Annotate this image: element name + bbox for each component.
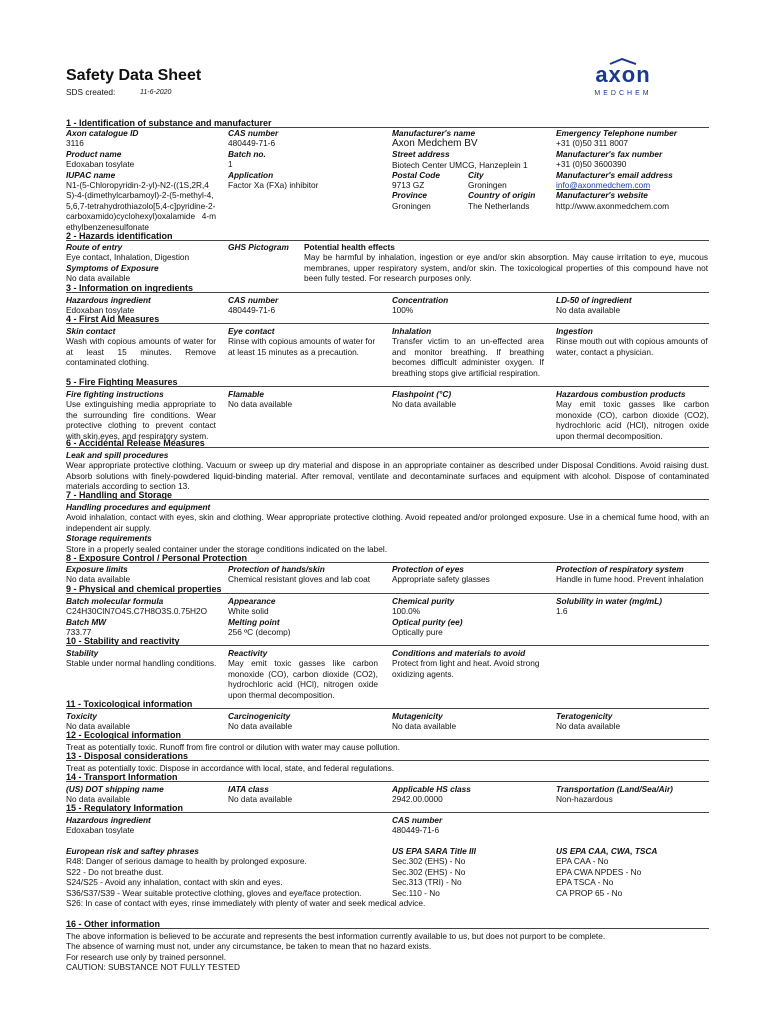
catalogue-id-value: 3116 [66,138,84,149]
s15-cas-value: 480449-71-6 [392,825,440,836]
section-10-title: 10 - Stability and reactivity [66,636,180,646]
concentration-label: Concentration [392,295,449,305]
section-12-title: 12 - Ecological information [66,730,182,740]
website-value[interactable]: http://www.axonmedchem.com [556,200,669,211]
section-4-title: 4 - First Aid Measures [66,314,160,324]
s5-col-3 [392,389,456,410]
eye-protection-label: Protection of eyes [392,564,464,574]
s9-col-4 [556,596,662,617]
other-info-line: The absence of warning must not, under any circumstance, be taken to mean that no hazard exists. [66,941,432,952]
mutagenicity-value: No data available [392,721,457,732]
other-info-line: For research use only by trained personnel. [66,951,227,962]
skin-contact-label: Skin contact [66,326,116,336]
section-5-divider [66,386,709,387]
application-label: Application [228,169,274,180]
postal-code-label: Postal Code [392,170,440,181]
section-15-divider [66,812,709,813]
stability-value: Stable under normal handling conditions. [66,658,217,669]
leak-spill-value: Wear appropriate protective clothing. Vacuum or sweep up dry material and dispose in an appropriate container as described under Disposal Conditions. Avoid raising dust. Absorb solutions with finely-powdered liquid-binding material. After removal, ventilate and decontaminate surfaces and equipment with alcohol. Dispose of contaminated materials according to section 13. [66,460,709,492]
section-2-title: 2 - Hazards identification [66,231,173,241]
emergency-phone-value: +31 (0)50 311 8007 [556,138,629,149]
section-13-title: 13 - Disposal considerations [66,751,189,761]
city-value: Groningen [468,180,507,191]
flamable-value: No data available [228,399,293,410]
melting-point-label: Melting point [228,616,280,627]
s1-col-1 [66,128,216,232]
section-16-divider [66,928,709,929]
s4-col-4 [556,326,709,357]
province-value: Groningen [392,201,431,212]
logo-text: axon [595,62,651,87]
respiratory-protection-value: Handle in fume hood. Prevent inhalation [556,574,704,585]
s8-col-4 [556,564,704,585]
s3-cas-label: CAS number [228,295,279,305]
s8-col-1 [66,564,130,585]
s4-col-2 [228,326,381,357]
s15-ingredient-value: Edoxaban tosylate [66,825,135,836]
ld50-label: LD-50 of ingredient [556,295,632,305]
health-effects-label: Potential health effects [304,242,395,252]
email-link[interactable]: info@axonmedchem.com [556,180,651,191]
flashpoint-value: No data available [392,399,457,410]
s3-col-3 [392,295,448,316]
s6-body [66,450,709,492]
sara-label: US EPA SARA Title III [392,846,476,856]
section-8-title: 8 - Exposure Control / Personal Protection [66,553,248,563]
caa-line: CA PROP 65 - No [556,887,623,898]
storage-label: Storage requirements [66,533,152,544]
s15-cas [392,815,442,836]
symptoms-value: No data available [66,273,131,284]
sara-line: Sec.302 (EHS) - No [392,866,466,877]
country-label: Country of origin [468,190,536,201]
sds-created-label: SDS created: [66,87,116,97]
section-13-divider [66,760,709,761]
section-6-title: 6 - Accidental Release Measures [66,438,205,448]
section-3-divider [66,292,709,293]
transportation-label: Transportation (Land/Sea/Air) [556,784,673,794]
s15-ingredient [66,815,151,836]
inhalation-label: Inhalation [392,326,432,336]
hs-class-label: Applicable HS class [392,784,471,794]
section-16-title: 16 - Other information [66,919,161,929]
toxicity-label: Toxicity [66,711,98,721]
application-value: Factor Xa (FXa) inhibitor [228,180,319,191]
ld50-value: No data available [556,305,621,316]
s10-col-2 [228,648,378,700]
route-of-entry-label: Route of entry [66,242,123,252]
fire-fighting-value: Use extinguishing media appropriate to the surrounding fire conditions. Wear protective clothing to prevent contact with skin,eyes, and respiratory system. [66,399,216,441]
section-1-title: 1 - Identification of substance and manufacturer [66,118,272,128]
postal-code-value: 9713 GZ [392,180,425,191]
hs-class-value: 2942.00.0000 [392,794,443,805]
ingredient-label: Hazardous ingredient [66,295,151,305]
product-name-value: Edoxaban tosylate [66,159,135,170]
s3-col-1 [66,295,151,316]
s1-col-2 [228,128,378,190]
concentration-value: 100% [392,305,414,316]
chemical-purity-label: Chemical purity [392,596,455,606]
iata-class-value: No data available [228,794,293,805]
catalogue-id-label: Axon catalogue ID [66,128,139,138]
optical-purity-value: Optically pure [392,627,443,638]
section-8-divider [66,562,709,563]
section-14-divider [66,781,709,782]
batch-mw-label: Batch MW [66,616,107,627]
molecular-formula-label: Batch molecular formula [66,596,164,606]
street-address-label: Street address [392,149,450,160]
eu-phrases-label: European risk and saftey phrases [66,846,199,856]
ingestion-value: Rinse mouth out with copious amounts of water, contact a physician. [556,336,708,357]
fax-label: Manufacturer's fax number [556,148,663,159]
logo-subtext: MEDCHEM [594,90,652,97]
eye-contact-value: Rinse with copious amounts of water for at least 15 minutes as a precaution. [228,336,376,357]
website-label: Manufacturer's website [556,190,648,201]
exposure-limits-value: No data available [66,574,131,585]
section-7-title: 7 - Handling and Storage [66,490,173,500]
combustion-products-label: Hazardous combustion products [556,389,686,399]
s4-col-3 [392,326,544,378]
batch-no-label: Batch no. [228,148,266,159]
s2-col-1 [66,242,221,284]
section-12-divider [66,739,709,740]
s1-col-3 [392,128,552,212]
country-value: The Netherlands [468,201,530,212]
s15-cas-label: CAS number [392,815,443,825]
iata-class-label: IATA class [228,784,269,794]
street-address-value: Biotech Center UMCG, Hanzeplein 1 [392,159,528,170]
caa-line: EPA CWA NPDES - No [556,866,642,877]
leak-spill-label: Leak and spill procedures [66,450,169,460]
hands-protection-label: Protection of hands/skin [228,564,325,574]
other-info-line: The above information is believed to be accurate and represents the best information currently available to us, but does not purport to be complete. [66,931,606,941]
manufacturer-name-value: Axon Medchem BV [392,138,478,150]
section-9-title: 9 - Physical and chemical properties [66,584,222,594]
chemical-purity-value: 100.0% [392,606,421,617]
conditions-avoid-value: Protect from light and heat. Avoid strong oxidizing agents. [392,658,540,679]
s7-body [66,502,709,554]
carcinogenicity-value: No data available [228,721,293,732]
emergency-phone-label: Emergency Telephone number [556,128,677,138]
carcinogenicity-label: Carcinogenicity [228,711,291,721]
s1-col-4 [556,128,711,211]
melting-point-value: 256 ºC (decomp) [228,627,291,638]
reactivity-value: May emit toxic gasses like carbon monoxide (CO), carbon dioxide (CO2), hydrochloric acid (HCl), nitrogen oxide upon thermal decomposition. [228,658,378,700]
inhalation-value: Transfer victim to an un-effected area and monitor breathing. If breathing becomes difficult administer oxygen. If breathing stops give artificial respiration. [392,336,544,378]
s2-effects [304,242,708,284]
caa-line: EPA CAA - No [556,856,609,867]
appearance-label: Appearance [228,596,276,606]
address-grid [392,170,552,212]
combustion-products-value: May emit toxic gasses like carbon monoxide (CO), carbon dioxide (CO2), hydrochloric acid (HCl), nitrogen oxide upon thermal decomposition. [556,399,709,441]
s5-col-1 [66,389,216,441]
respiratory-protection-label: Protection of respiratory system [556,564,684,574]
appearance-value: White solid [228,606,269,617]
flashpoint-label: Flashpoint (°C) [392,389,452,399]
s14-col-3 [392,784,471,805]
batch-no-value: 1 [228,159,233,170]
s9-col-2 [228,596,291,638]
eu-phrase-line: S24/S25 - Avoid any inhalation, contact with skin and eyes. [66,877,283,888]
s10-col-1 [66,648,221,669]
eu-phrase-line: S22 - Do not breathe dust. [66,866,164,877]
handling-label: Handling procedures and equipment [66,502,211,512]
stability-label: Stability [66,648,99,658]
fax-value: +31 (0)50 3600390 [556,159,627,170]
section-14-title: 14 - Transport Information [66,772,178,782]
sara-line: Sec.313 (TRI) - No [392,877,462,888]
s15-sara [392,846,476,898]
iupac-name-label: IUPAC name [66,169,116,180]
health-effects-value: May be harmful by inhalation, ingestion or eye and/or skin absorption. May cause irritation to eye, mucous membranes, upper respiratory system, and/or skin. The toxicological properties of this compound have not been fully tested. For research purposes only. [304,252,708,284]
ghs-pictogram-label: GHS Pictogram [228,242,289,252]
s5-col-2 [228,389,292,410]
s11-col-4 [556,711,620,732]
exposure-limits-label: Exposure limits [66,564,128,574]
s14-col-1 [66,784,164,805]
caa-label: US EPA CAA, CWA, TSCA [556,846,658,856]
other-info-line: CAUTION: SUBSTANCE NOT FULLY TESTED [66,962,240,973]
section-11-divider [66,708,709,709]
solubility-label: Solubility in water (mg/mL) [556,596,663,606]
fire-fighting-label: Fire fighting instructions [66,389,164,399]
solubility-value: 1.6 [556,606,568,617]
route-of-entry-value: Eye contact, Inhalation, Digestion [66,252,190,263]
eye-contact-label: Eye contact [228,326,275,336]
eye-protection-value: Appropriate safety glasses [392,574,490,585]
s15-caa [556,846,657,898]
s14-col-2 [228,784,292,805]
sara-line: Sec.110 - No [392,887,440,898]
conditions-avoid-label: Conditions and materials to avoid [392,648,526,658]
s9-col-1 [66,596,207,638]
s4-col-1 [66,326,216,368]
section-7-divider [66,499,709,500]
s16-body [66,931,709,973]
hands-protection-value: Chemical resistant gloves and lab coat [228,574,371,585]
skin-contact-value: Wash with copious amounts of water for at least 15 minutes. Remove contaminated clothing. [66,336,216,368]
province-label: Province [392,190,428,201]
eu-phrase-line: R48: Danger of serious damage to health by prolonged exposure. [66,856,307,867]
disposal-text: Treat as potentially toxic. Dispose in accordance with local, state, and federal regulations. [66,763,395,773]
storage-value: Store in a properly sealed container under the storage conditions indicated on the label. [66,543,388,554]
dot-shipping-label: (US) DOT shipping name [66,784,164,794]
ingestion-label: Ingestion [556,326,593,336]
s11-col-3 [392,711,456,732]
toxicity-value: No data available [66,721,131,732]
eu-phrase-line: S36/S37/S39 - Wear suitable protective clothing, gloves and eye/face protection. [66,887,362,898]
s5-col-4 [556,389,709,441]
section-11-title: 11 - Toxicological information [66,699,193,709]
section-10-divider [66,645,709,646]
sara-line: Sec.302 (EHS) - No [392,856,466,867]
s3-col-4 [556,295,632,316]
logo-mark [572,58,674,98]
s9-col-3 [392,596,463,638]
molecular-formula-value: C24H30ClN7O4S.C7H8O3S.0.75H2O [66,606,208,617]
city-label: City [468,170,484,181]
teratogenicity-value: No data available [556,721,621,732]
caa-line: EPA TSCA - No [556,877,614,888]
teratogenicity-label: Teratogenicity [556,711,613,721]
symptoms-label: Symptoms of Exposure [66,262,159,273]
cas-number-value: 480449-71-6 [228,138,276,149]
email-label: Manufacturer's email address [556,169,673,180]
section-15-title: 15 - Regulatory Information [66,803,184,813]
s15-ingredient-label: Hazardous ingredient [66,815,151,825]
iupac-name-value: N1-(5-Chloropyridin-2-yl)-N2-((1S,2R,4S)-4-(dimethylcarbamoyl)-2-(5-methyl-4,5,6,7-tetrahydrothiazolo[5,4-c]pyridine-2-carboxamido)cyclohexyl)oxalamide 4-methylbenzenesulfonate [66,180,216,232]
optical-purity-label: Optical purity (ee) [392,616,463,627]
cas-number-label: CAS number [228,128,279,138]
s11-col-1 [66,711,130,732]
reactivity-label: Reactivity [228,648,268,658]
batch-mw-value: 733.77 [66,627,92,638]
product-name-label: Product name [66,148,122,159]
flamable-label: Flamable [228,389,264,399]
section-9-divider [66,593,709,594]
section-5-title: 5 - Fire Fighting Measures [66,377,178,387]
manufacturer-name-label: Manufacturer's name [392,128,476,138]
mutagenicity-label: Mutagenicity [392,711,443,721]
ecological-text: Treat as potentially toxic. Runoff from fire control or dilution with water may cause pollution. [66,742,400,752]
axon-medchem-logo [572,58,674,98]
dot-shipping-value: No data available [66,794,131,805]
eu-phrase-line: S26: In case of contact with eyes, rinse immediately with plenty of water and seek medical advice. [66,898,426,909]
s8-col-2 [228,564,370,585]
s11-col-2 [228,711,292,732]
document-title: Safety Data Sheet [66,67,202,84]
transportation-value: Non-hazardous [556,794,613,805]
s10-col-3 [392,648,542,679]
sds-created-date: 11-6-2020 [140,89,172,96]
ingredient-value: Edoxaban tosylate [66,305,135,316]
handling-value: Avoid inhalation, contact with eyes, skin and clothing. Wear appropriate protective clothing. Avoid repeated and/or prolonged exposure. Use in a chemical fume hood, with an independent air supply. [66,512,709,533]
section-2-divider [66,240,709,241]
s3-cas-value: 480449-71-6 [228,305,276,316]
s14-col-4 [556,784,673,805]
s8-col-3 [392,564,490,585]
section-4-divider [66,323,709,324]
s3-col-2 [228,295,278,316]
section-6-divider [66,447,709,448]
section-3-title: 3 - Information on ingredients [66,283,194,293]
